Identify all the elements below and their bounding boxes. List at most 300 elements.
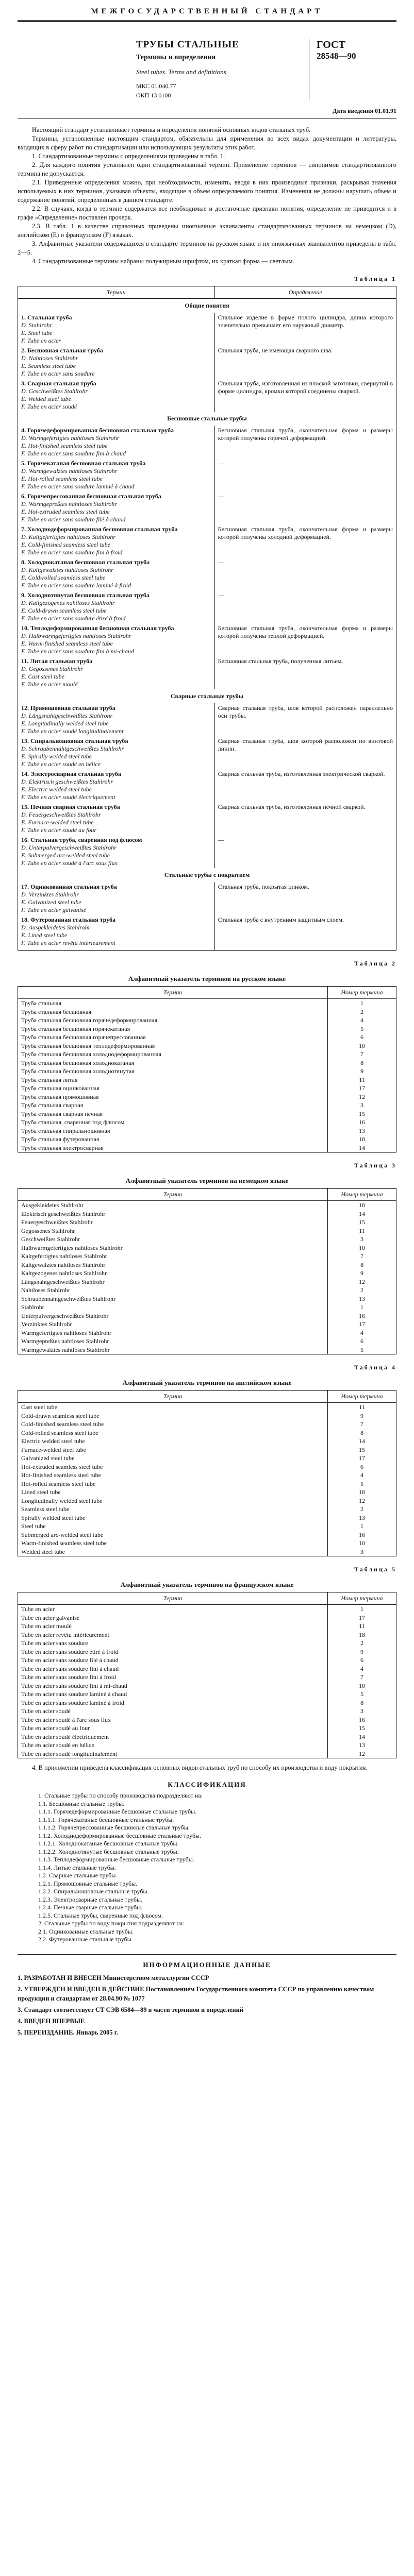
index-row [18,1480,396,1488]
term-russian: 5. Горячекатаная бесшовная стальная труба [21,460,146,467]
index-term: Elektrisch geschweißtes Stahlrohr [18,1210,328,1218]
definition-cell: Стальная труба с внутренним защитным слоем. [214,915,396,948]
index-number: 16 [328,1312,396,1320]
term-row [18,346,396,379]
index-row [18,1699,396,1707]
index-term: Longitudinally welded steel tube [18,1497,328,1505]
index-number: 4 [328,1016,396,1025]
index-term: Submerged arc-welded steel tube [18,1531,328,1539]
term-russian: 2. Бесшовная стальная труба [21,347,103,354]
definition-cell: — [214,835,396,868]
term-foreign-equivalent: E. Spirally welded steel tube [21,753,92,760]
index-number: 3 [328,1548,396,1556]
index-row [18,1446,396,1454]
index-row [18,1548,396,1556]
index-number: 1 [328,1522,396,1531]
index-number: 2 [328,1008,396,1016]
index-number: 9 [328,1067,396,1076]
term-foreign-equivalent: F. Tube en acier sans soudure [21,370,95,377]
definition-cell: Стальная труба, покрытая цинком. [214,882,396,915]
index-term: Warm-finished seamless steel tube [18,1539,328,1548]
index-row [18,1135,396,1144]
intro-paragraph: 3. Алфавитные указатели содержащихся в стандарте терминов на русском языке и их иноязычных эквивалентов приведены в табл. 2—5. [18,240,396,256]
gost-number: 28548—90 [317,51,356,61]
term-row [18,623,396,656]
term-cell [18,736,215,769]
index-number: 6 [328,1033,396,1042]
classification-item: 1.1.1.1. Горячекатаные бесшовные стальные трубы. [38,1816,174,1823]
index-term: Труба стальная бесшовная теплодеформированная [18,1042,328,1050]
term-foreign-equivalent: D. Feuergeschweißtes Stahlrohr [21,811,101,818]
table4-label: Таблица 4 [354,1364,396,1371]
definition-cell: Стальная труба, не имеющая сварного шва. [214,346,396,379]
index-row [18,1144,396,1153]
terms-table [18,286,396,951]
index-term: Труба стальная бесшовная [18,1008,328,1016]
definition-cell: Стальная труба, изготовленная из плоской заготовки, свернутой в форме цилиндра, кромки которой соединены сваркой. [214,379,396,412]
index-row [18,1127,396,1136]
index-row [18,1042,396,1050]
index-row [18,1261,396,1269]
definition-cell: Бесшовная стальная труба, полученная литьем. [214,656,396,689]
term-cell [18,882,215,915]
classification-item: 1.1.2.1. Холоднокатаные бесшовные стальные трубы. [38,1840,179,1847]
table5-label: Таблица 5 [354,1566,396,1573]
index-number: 12 [328,1497,396,1505]
index-term: Труба стальная литая [18,1076,328,1084]
term-foreign-equivalent: D. Warmgefertigtes nahtloses Stahlrohr [21,434,120,442]
index-number: 9 [328,1412,396,1420]
index-term: Tube en acier sans soudure étiré à froid [18,1648,328,1656]
index-row [18,1118,396,1127]
table4-caption: Алфавитный указатель терминов на английском языке [122,1379,292,1386]
index-number: 6 [328,1463,396,1471]
section-title: Бесшовные стальные трубы [18,412,396,426]
term-foreign-equivalent: E. Welded steel tube [21,395,71,402]
index-term: Cold-finished seamless steel tube [18,1420,328,1429]
section-row [18,299,396,313]
index-number: 9 [328,1269,396,1278]
classification-item: 2.2. Футерованные стальные трубы. [38,1936,133,1943]
term-foreign-equivalent: D. Warmgepreßtes nahtloses Stahlrohr [21,500,117,507]
intro-paragraph: 2.3. В табл. 1 в качестве справочных приведены иноязычные эквиваленты стандартизованных терминов на немецком (D), английском (E) и французском (F) языках. [18,223,396,239]
term-foreign-equivalent: F. Tube en acier sans soudure fini à chaud [21,450,126,457]
term-russian: 7. Холоднодеформированная бесшовная стальная труба [21,526,178,533]
term-foreign-equivalent: E. Steel tube [21,329,53,336]
index-row [18,1235,396,1244]
index-term: Ausgekleidetes Stahlrohr [18,1201,328,1210]
okp-code: ОКП 13 0100 [136,92,171,99]
definition-cell: Бесшовная стальная труба, окончательная форма и размеры которой получены теплой деформацией. [214,623,396,656]
index-row [18,1320,396,1329]
index-number: 4 [328,1471,396,1480]
index-term: Труба стальная бесшовная холоднотянутая [18,1067,328,1076]
index-row [18,1412,396,1420]
term-foreign-equivalent: F. Tube en acier soudé [21,403,77,410]
index-term: Gegossenes Stahlrohr [18,1227,328,1235]
table3-caption: Алфавитный указатель терминов на немецком языке [125,1177,289,1184]
index-term: Tube en acier sans soudure laminé à froid [18,1699,328,1707]
index-term: Tube en acier sans soudure laminé à chaud [18,1690,328,1699]
term-foreign-equivalent: D. Halbwarmgefertigtes nahtloses Stahlrohr [21,632,131,639]
definition-cell: — [214,590,396,623]
term-russian: 6. Горячепрессованная бесшовная стальная труба [21,493,161,500]
index-row [18,1505,396,1514]
title-column [18,39,309,100]
section-title: Стальные трубы с покрытием [18,868,396,882]
col-header-number: Номер термина [328,987,396,999]
index-term: Steel tube [18,1522,328,1531]
classification-item: 1.1. Бесшовные стальные трубы. [38,1800,125,1807]
term-row [18,524,396,557]
definition-cell: Сварная стальная труба, изготовленная печной сваркой. [214,802,396,835]
index-number: 8 [328,1429,396,1437]
term-russian: 1. Стальная труба [21,314,72,321]
term-russian: 17. Оцинкованная стальная труба [21,883,117,890]
term-foreign-equivalent: E. Cold-finished seamless steel tube [21,541,110,548]
index-row [18,1269,396,1278]
index-term: Kaltgefertigtes nahtloses Stahlrohr [18,1252,328,1261]
index-row [18,1707,396,1716]
index-number: 1 [328,1303,396,1312]
index-row [18,1227,396,1235]
term-row [18,459,396,492]
term-foreign-equivalent: D. Kaltgezogenes nahtloses Stahlrohr [21,599,115,606]
gost-label: ГОСТ [317,39,345,50]
index-row [18,1076,396,1084]
term-cell [18,492,215,524]
term-row [18,882,396,915]
index-term: Tube en acier soudé électriquement [18,1733,328,1741]
term-row [18,379,396,412]
index-term: Труба стальная [18,999,328,1008]
classification-item: 1.2.1. Прямошовные стальные трубы. [38,1879,138,1887]
term-foreign-equivalent: F. Tube en acier moulé [21,681,78,688]
definition-cell: — [214,492,396,524]
index-term: Tube en acier sans soudure fini à mi-chaud [18,1682,328,1690]
term-foreign-equivalent: D. Elektrisch geschweißtes Stahlrohr [21,778,113,785]
classification-item: 1.1.2. Холоднодеформированные бесшовные стальные трубы. [38,1832,202,1839]
index-row [18,1093,396,1101]
definition-cell: — [214,557,396,590]
index-row [18,1329,396,1337]
index-row [18,1605,396,1614]
index-term: Stahlrohr [18,1303,328,1312]
index-row [18,1312,396,1320]
date-of-introduction: Дата введения 01.01.91 [18,107,396,118]
section-row [18,412,396,426]
index-number: 9 [328,1648,396,1656]
index-number: 5 [328,1690,396,1699]
index-number: 14 [328,1733,396,1741]
index-row [18,1539,396,1548]
term-foreign-equivalent: E. Longitudinally welded steel tube [21,720,109,727]
term-foreign-equivalent: F. Tube en acier sans soudure laminé à chaud [21,483,135,490]
index-number: 2 [328,1286,396,1295]
index-number: 17 [328,1320,396,1329]
index-row [18,1497,396,1505]
index-term: Kaltgewalztes nahtloses Stahlrohr [18,1261,328,1269]
info-item: 1. РАЗРАБОТАН И ВНЕСЕН Министерством металлургии СССР [18,1974,209,1981]
index-term: Cold-drawn seamless steel tube [18,1412,328,1420]
col-header-term: Термин [18,1592,328,1605]
term-cell [18,346,215,379]
term-russian: 18. Футерованная стальная труба [21,916,116,923]
index-number: 10 [328,1244,396,1252]
index-term: Kaltgezogenes nahtloses Stahlrohr [18,1269,328,1278]
index-row [18,1252,396,1261]
index-term: Lined steel tube [18,1488,328,1497]
index-number: 13 [328,1127,396,1136]
col-header-term: Термин [18,987,328,999]
index-row [18,1656,396,1665]
section-title: Сварные стальные трубы [18,689,396,703]
index-row [18,1110,396,1118]
index-row [18,1673,396,1682]
term-foreign-equivalent: D. Stahlrohr [21,321,53,329]
index-row [18,1403,396,1412]
index-term: Труба стальная бесшовная горячекатаная [18,1025,328,1033]
document-title: ТРУБЫ СТАЛЬНЫЕ [136,39,239,50]
term-row [18,915,396,948]
term-foreign-equivalent: E. Hot-rolled seamless steel tube [21,475,103,482]
index-term: Seamless steel tube [18,1505,328,1514]
classification-item: 1.1.1.2. Горячепрессованные бесшовные стальные трубы. [38,1824,190,1831]
term-foreign-equivalent: D. Gegossenes Stahlrohr [21,665,83,672]
index-term: Tube en acier soudé en hélice [18,1741,328,1750]
index-row [18,1420,396,1429]
term-cell [18,623,215,656]
index-term: Hot-finished seamless steel tube [18,1471,328,1480]
term-cell [18,915,215,948]
index-term: Труба стальная электросварная [18,1144,328,1153]
document-title-english: Steel tubes. Terms and definitions [136,68,226,76]
index-row [18,1639,396,1648]
classification-item: 1.1.3. Теплодеформированные бесшовные стальные трубы. [38,1856,194,1863]
index-term: Spirally welded steel tube [18,1514,328,1522]
classification-item: 1.1.1. Горячедеформированные бесшовные стальные трубы. [38,1808,197,1815]
term-row [18,802,396,835]
index-number: 18 [328,1631,396,1639]
term-foreign-equivalent: F. Tube en acier soudé à l'arc sous flux [21,859,118,867]
index-number: 13 [328,1514,396,1522]
intro-paragraph: Настоящий стандарт устанавливает термины и определения понятий основных видов стальных труб. [32,126,311,133]
term-russian: 12. Прямошовная стальная труба [21,704,115,711]
intro-paragraph: 1. Стандартизованные термины с определениями приведены в табл. 1. [32,152,225,160]
index-number: 15 [328,1724,396,1733]
term-cell [18,313,215,346]
term-foreign-equivalent: D. Nahtloses Stahlrohr [21,354,78,362]
term-foreign-equivalent: D. Warmgewalztes nahtloses Stahlrohr [21,467,118,474]
index-number: 3 [328,1101,396,1110]
index-number: 7 [328,1420,396,1429]
classification-item: 1. Стальные трубы по способу производства подразделяют на: [38,1792,203,1799]
index-table-french [18,1592,396,1758]
term-foreign-equivalent: D. Ausgekleidetes Stahlrohr [21,924,91,931]
index-term: Труба стальная бесшовная горячепрессованная [18,1033,328,1042]
classification-title: КЛАССИФИКАЦИЯ [168,1781,246,1788]
appendix-paragraph: 4. В приложении приведена классификация основных видов стальных труб по способу их производства и виду покрытия. [32,1764,368,1771]
index-term: Geschweißtes Stahlrohr [18,1235,328,1244]
index-number: 14 [328,1210,396,1218]
index-number: 18 [328,1135,396,1144]
index-term: Welded steel tube [18,1548,328,1556]
index-number: 7 [328,1673,396,1682]
index-number: 2 [328,1639,396,1648]
index-row [18,1218,396,1227]
term-foreign-equivalent: E. Cold-rolled seamless steel tube [21,574,106,581]
classification-item: 1.2.5. Стальные трубы, сваренные под флюсом. [38,1911,163,1919]
index-number: 11 [328,1076,396,1084]
term-russian: 8. Холоднокатаная бесшовная стальная труба [21,558,150,566]
index-term: Schraubennahtgeschweißtes Stahlrohr [18,1295,328,1303]
term-foreign-equivalent: F. Tube en acier sans soudure fini à froid [21,549,123,556]
index-number: 4 [328,1665,396,1673]
index-row [18,1648,396,1656]
index-row [18,1690,396,1699]
table1-label: Таблица 1 [354,275,396,282]
term-row [18,703,396,736]
table-end-cell [214,948,396,951]
term-foreign-equivalent: E. Submerged arc-welded steel tube [21,852,110,859]
index-row [18,1346,396,1354]
term-row [18,835,396,868]
index-number: 17 [328,1614,396,1622]
index-row [18,1531,396,1539]
col-header-number: Номер термина [328,1391,396,1403]
index-row [18,1741,396,1750]
term-russian: 15. Печная сварная стальная труба [21,803,120,810]
term-row [18,426,396,459]
index-term: Tube en acier sans soudure fini à froid [18,1673,328,1682]
term-foreign-equivalent: D. Geschweißtes Stahlrohr [21,387,88,395]
term-row [18,590,396,623]
index-row [18,1244,396,1252]
term-foreign-equivalent: F. Tube en acier soudé au four [21,826,97,834]
index-term: Труба стальная сварная [18,1101,328,1110]
index-term: Hot-extruded seamless steel tube [18,1463,328,1471]
term-russian: 16. Стальная труба, сваренная под флюсом [21,836,142,843]
index-number: 7 [328,1252,396,1261]
term-foreign-equivalent: F. Tube en acier soudé en hélice [21,760,101,768]
term-cell [18,379,215,412]
term-foreign-equivalent: D. Kaltgewalztes nahtloses Stahlrohr [21,566,113,573]
index-row [18,1337,396,1346]
term-foreign-equivalent: D. Kaltgefertigtes nahtloses Stahlrohr [21,533,115,540]
index-number: 15 [328,1110,396,1118]
term-foreign-equivalent: F. Tube en acier sans soudure filé à chaud [21,516,126,523]
index-row [18,1463,396,1471]
col-header-number: Номер термина [328,1189,396,1201]
index-row [18,1471,396,1480]
index-term: Warmgepreßtes nahtloses Stahlrohr [18,1337,328,1346]
index-row [18,1514,396,1522]
classification-item: 1.2. Сварные стальные трубы. [38,1872,118,1879]
term-cell [18,703,215,736]
classification-list [18,1792,396,1944]
term-foreign-equivalent: E. Furnace-welded steel tube [21,819,94,826]
col-header-term: Термин [18,286,215,299]
index-number: 5 [328,1025,396,1033]
term-foreign-equivalent: F. Tube en acier sans soudure laminé à froid [21,582,131,589]
gost-designation [309,39,396,100]
index-table-english [18,1390,396,1556]
term-row [18,557,396,590]
index-number: 3 [328,1235,396,1244]
index-term: Tube en acier sans soudure [18,1639,328,1648]
index-number: 5 [328,1346,396,1354]
index-term: Warmgefertigtes nahtloses Stahlrohr [18,1329,328,1337]
term-row [18,769,396,802]
index-number: 8 [328,1059,396,1067]
mks-code: МКС 01.040.77 [136,82,176,90]
introduction [18,126,396,266]
term-foreign-equivalent: E. Seamless steel tube [21,362,76,369]
col-header-term: Термин [18,1189,328,1201]
index-term: Nahtloses Stahlrohr [18,1286,328,1295]
term-russian: 14. Электросварная стальная труба [21,770,121,777]
index-number: 15 [328,1218,396,1227]
index-number: 12 [328,1278,396,1286]
index-row [18,1429,396,1437]
index-row [18,1033,396,1042]
term-foreign-equivalent: F. Tube en acier sans soudure fini à mi-chaud [21,648,134,655]
index-number: 17 [328,1454,396,1463]
index-row [18,1278,396,1286]
index-row [18,1488,396,1497]
index-term: Verzinktes Stahlrohr [18,1320,328,1329]
intro-paragraph: 2. Для каждого понятия установлен один стандартизованный термин. Применение терминов — синонимов стандартизованного термина не допускается. [18,161,396,177]
section-title: Общие понятия [18,299,396,313]
index-number: 11 [328,1403,396,1412]
definition-cell: Бесшовная стальная труба, окончательная форма и размеры которой получены холодной деформацией. [214,524,396,557]
index-term: Längsnahtgeschweißtes Stahlrohr [18,1278,328,1286]
term-foreign-equivalent: E. Warm-finished seamless steel tube [21,640,113,647]
index-row [18,1682,396,1690]
definition-cell: Сварная стальная труба, шов которой расположен по винтовой линии. [214,736,396,769]
index-term: Tube en acier soudé à l'arc sous flux [18,1716,328,1724]
col-header-term: Термин [18,1391,328,1403]
index-number: 12 [328,1750,396,1758]
info-item: 2. УТВЕРЖДЕН И ВВЕДЕН В ДЕЙСТВИЕ Постановлением Государственного комитета СССР по управлению качеством продукции и стандартам от 28.04.90 № 1077 [18,1985,374,2002]
term-foreign-equivalent: D. Verzinktes Stahlrohr [21,891,79,898]
index-term: Galvanized steel tube [18,1454,328,1463]
index-term: Труба стальная бесшовная горячедеформированная [18,1016,328,1025]
info-item: 3. Стандарт соответствует СТ СЭВ 6584—89 в части терминов и определений [18,2006,244,2013]
definition-cell: Стальное изделие в форме полого цилиндра, длина которого значительно превышает его наружный диаметр. [214,313,396,346]
index-row [18,1716,396,1724]
index-row [18,1201,396,1210]
col-header-number: Номер термина [328,1592,396,1605]
term-russian: 4. Горячедеформированная бесшовная стальная труба [21,427,174,434]
index-number: 18 [328,1201,396,1210]
index-row [18,1622,396,1631]
index-term: Cold-rolled seamless steel tube [18,1429,328,1437]
index-number: 2 [328,1505,396,1514]
term-foreign-equivalent: F. Tube en acier [21,337,61,344]
section-row [18,868,396,882]
index-term: Tube en acier moulé [18,1622,328,1631]
index-number: 8 [328,1699,396,1707]
classification-item: 1.1.4. Литые стальные трубы. [38,1863,116,1871]
term-foreign-equivalent: E. Galvanized steel tube [21,899,81,906]
index-row [18,1008,396,1016]
term-foreign-equivalent: E. Electric welded steel tube [21,786,92,793]
definition-cell: Сварная стальная труба, шов которой расположен параллельно оси трубы. [214,703,396,736]
index-number: 14 [328,1437,396,1446]
intro-paragraph: 4. Стандартизованные термины набраны полужирным шрифтом, их краткая форма — светлым. [32,258,294,265]
table2-caption: Алфавитный указатель терминов на русском языке [128,975,286,982]
